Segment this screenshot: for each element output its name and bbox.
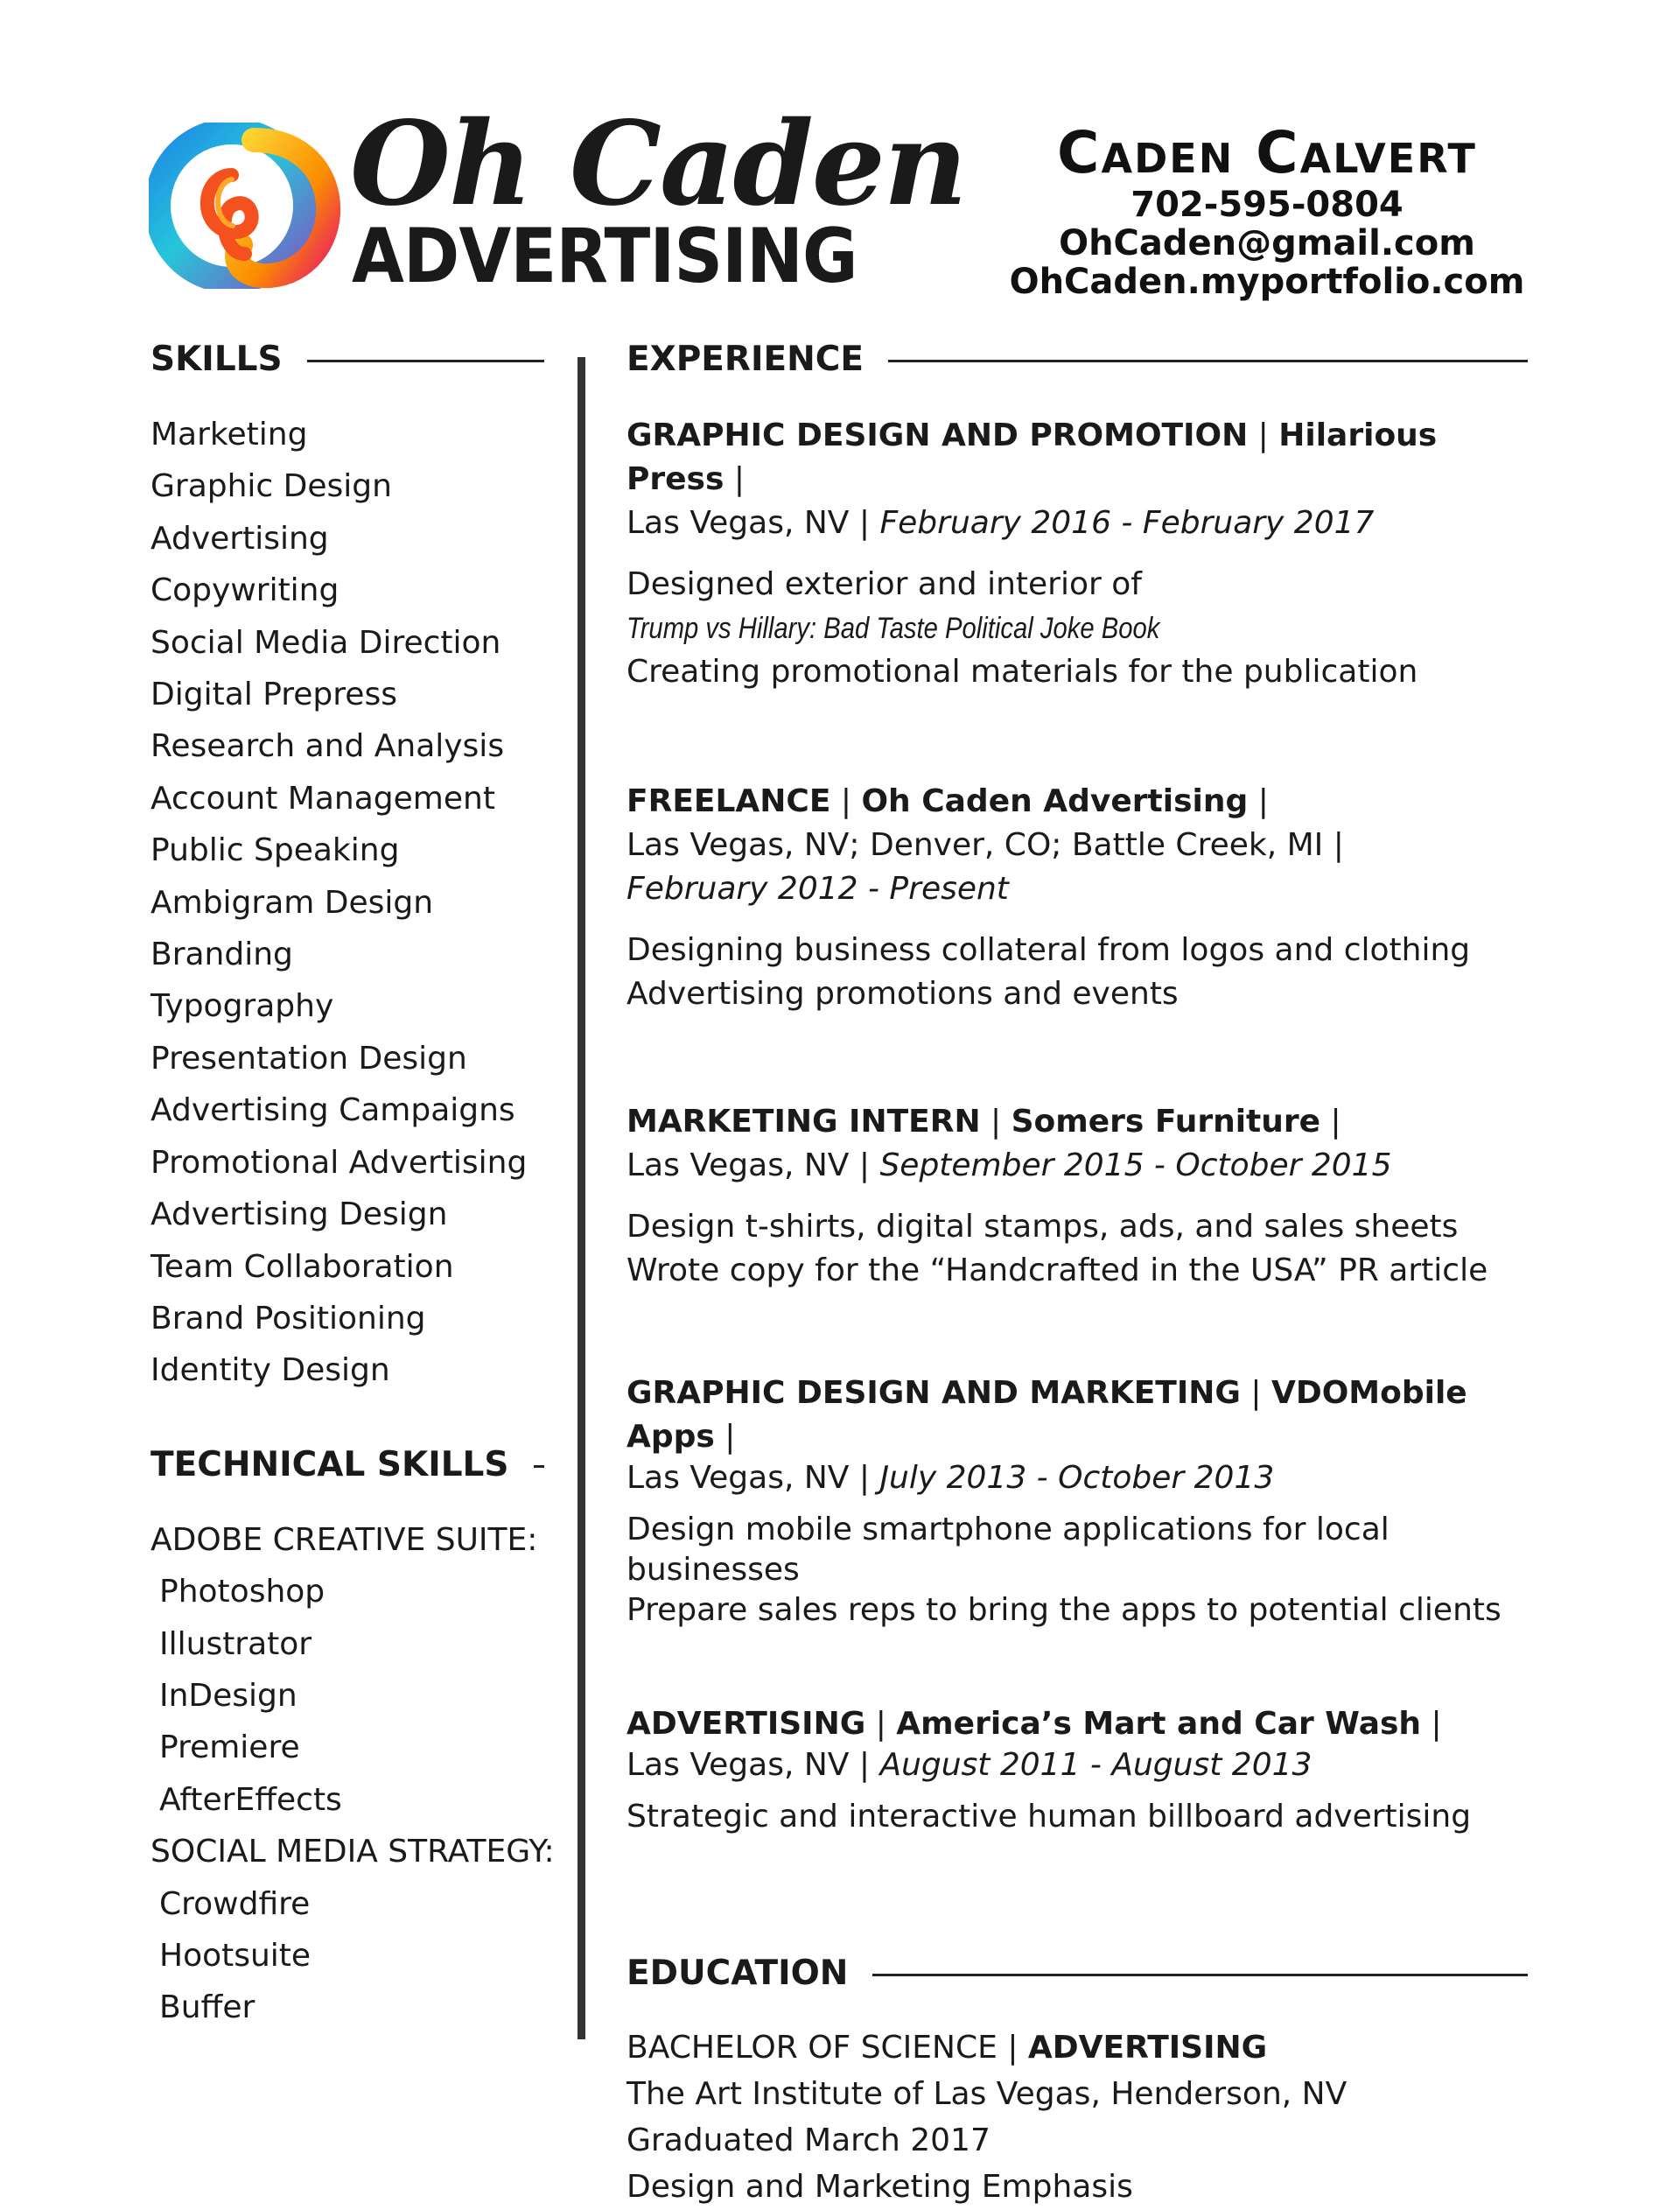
skill-item: Presentation Design xyxy=(150,1040,467,1077)
skills-heading xyxy=(150,337,544,386)
job-employer: Somers Furniture xyxy=(1011,1104,1321,1140)
job-title: GRAPHIC DESIGN AND PROMOTION xyxy=(626,417,1249,453)
skill-item: Team Collaboration xyxy=(150,1248,454,1285)
skill-item: Advertising Design xyxy=(150,1196,448,1233)
tech-item: Crowdfire xyxy=(159,1885,311,1922)
job-dates: September 2015 - October 2015 xyxy=(879,1147,1392,1183)
section-title: TECHNICAL SKILLS xyxy=(150,1442,534,1488)
section-title: EXPERIENCE xyxy=(626,337,888,382)
tech-group-label: ADOBE CREATIVE SUITE: xyxy=(150,1521,538,1558)
job-entry xyxy=(626,1372,1528,1631)
candidate-name: Caden Calvert xyxy=(1057,119,1477,186)
job-meta: Las Vegas, NV | February 2016 - February 2017 xyxy=(626,505,1375,541)
tech-item: InDesign xyxy=(159,1677,298,1714)
job-meta: Las Vegas, NV; Denver, CO; Battle Creek, MI | xyxy=(626,827,1344,863)
job-title: MARKETING INTERN xyxy=(626,1104,981,1140)
left-column xyxy=(150,337,555,2034)
job-dates: August 2011 - August 2013 xyxy=(879,1747,1312,1783)
job-employer: Hilarious Press xyxy=(626,417,1438,497)
column-divider xyxy=(578,357,585,2039)
tech-item: Photoshop xyxy=(159,1574,326,1610)
job-dates: February 2016 - February 2017 xyxy=(879,505,1375,541)
job-dates: July 2013 - October 2013 xyxy=(879,1460,1275,1496)
book-title: Trump vs Hillary: Bad Taste Political Joke Book xyxy=(626,612,1160,645)
job-desc-line: Design t-shirts, digital stamps, ads, and sales sheets xyxy=(626,1209,1459,1245)
phone-number: 702-595-0804 xyxy=(1130,185,1404,225)
skill-item: Graphic Design xyxy=(150,468,392,505)
logo-wordmark-caps: ADVERTISING xyxy=(352,213,858,300)
job-desc-line: Design mobile smartphone applications for local businesses xyxy=(626,1512,1390,1588)
job-description xyxy=(626,563,1528,694)
job-location: Las Vegas, NV; Denver, CO; Battle Creek, MI xyxy=(626,827,1324,863)
experience-heading xyxy=(626,337,1528,386)
job-entry xyxy=(626,780,1528,1016)
job-header: GRAPHIC DESIGN AND PROMOTION | Hilarious Press | xyxy=(626,417,1438,497)
job-meta: Las Vegas, NV | July 2013 - October 2013 xyxy=(626,1460,1275,1496)
job-employer: America’s Mart and Car Wash xyxy=(896,1706,1422,1742)
skill-item: Digital Prepress xyxy=(150,677,397,713)
job-location: Las Vegas, NV xyxy=(626,1147,850,1183)
tech-item: Premiere xyxy=(159,1729,300,1766)
tech-item: Illustrator xyxy=(159,1625,312,1662)
job-entry xyxy=(626,1100,1528,1293)
job-title: FREELANCE xyxy=(626,783,831,819)
job-title: ADVERTISING xyxy=(626,1706,866,1742)
job-location: Las Vegas, NV xyxy=(626,505,850,541)
section-title: EDUCATION xyxy=(626,1951,872,1996)
job-desc-line: Strategic and interactive human billboard advertising xyxy=(626,1799,1472,1835)
education-degree: BACHELOR OF SCIENCE | ADVERTISING xyxy=(626,2030,1268,2066)
job-employer: Oh Caden Advertising xyxy=(861,783,1249,819)
tech-group-label: SOCIAL MEDIA STRATEGY: xyxy=(150,1834,555,1870)
skill-item: Branding xyxy=(150,937,293,973)
portfolio-website: OhCaden.myportfolio.com xyxy=(1009,262,1525,302)
skill-item: Typography xyxy=(150,988,334,1025)
job-desc-line: Advertising promotions and events xyxy=(626,976,1179,1012)
skill-item: Account Management xyxy=(150,780,495,817)
skill-item: Brand Positioning xyxy=(150,1300,426,1337)
job-entry xyxy=(626,1702,1528,1837)
job-desc-line: Prepare sales reps to bring the apps to potential clients xyxy=(626,1592,1502,1628)
skill-item: Advertising Campaigns xyxy=(150,1092,515,1129)
job-desc-line: Creating promotional materials for the publication xyxy=(626,654,1418,690)
skill-item: Research and Analysis xyxy=(150,728,505,765)
job-location: Las Vegas, NV xyxy=(626,1747,850,1783)
job-title: GRAPHIC DESIGN AND MARKETING xyxy=(626,1375,1241,1411)
skill-item: Marketing xyxy=(150,417,308,453)
skill-item: Social Media Direction xyxy=(150,624,501,661)
skill-item: Promotional Advertising xyxy=(150,1144,528,1181)
job-description xyxy=(626,1205,1528,1293)
skill-item: Copywriting xyxy=(150,572,340,609)
job-description xyxy=(626,1797,1528,1837)
job-desc-line: Designing business collateral from logos and clothing xyxy=(626,932,1471,968)
job-location: Las Vegas, NV xyxy=(626,1460,850,1496)
email-address: OhCaden@gmail.com xyxy=(1059,223,1475,263)
job-header: ADVERTISING | America’s Mart and Car Wash | xyxy=(626,1706,1442,1742)
skill-item: Public Speaking xyxy=(150,832,400,869)
job-entry xyxy=(626,414,1528,694)
job-desc-line: Designed exterior and interior of xyxy=(626,566,1142,602)
education-school: The Art Institute of Las Vegas, Henderson, NV xyxy=(626,2076,1348,2112)
job-header: MARKETING INTERN | Somers Furniture | xyxy=(626,1104,1341,1140)
logo-swirl-icon xyxy=(149,123,350,289)
education-heading xyxy=(626,1951,1528,2000)
skills-list xyxy=(150,409,544,1397)
technical-skills-heading xyxy=(150,1442,544,1491)
job-description xyxy=(626,1510,1528,1631)
job-desc-line: Wrote copy for the “Handcrafted in the USA” PR article xyxy=(626,1252,1488,1288)
job-meta xyxy=(626,867,1528,911)
job-employer: VDOMobile Apps xyxy=(626,1375,1467,1455)
degree-type: BACHELOR OF SCIENCE xyxy=(626,2030,998,2066)
degree-major: ADVERTISING xyxy=(1027,2030,1268,2066)
education-details xyxy=(626,2024,1528,2210)
job-description xyxy=(626,929,1528,1016)
tech-item: Buffer xyxy=(159,1989,256,2026)
contact-block xyxy=(1004,121,1530,301)
job-dates: February 2012 - Present xyxy=(626,871,1009,907)
job-header: FREELANCE | Oh Caden Advertising | xyxy=(626,783,1269,819)
education-graduated: Graduated March 2017 xyxy=(626,2122,990,2158)
right-column xyxy=(626,337,1528,2210)
skill-item: Advertising xyxy=(150,520,329,557)
tech-item: AfterEffects xyxy=(159,1781,342,1818)
section-title: SKILLS xyxy=(150,337,307,382)
technical-skills-list xyxy=(150,1514,555,2034)
skill-item: Identity Design xyxy=(150,1352,390,1389)
skill-item: Ambigram Design xyxy=(150,884,434,921)
job-meta: Las Vegas, NV | September 2015 - October 2015 xyxy=(626,1147,1392,1183)
logo-wordmark-script: Oh Caden xyxy=(350,96,966,232)
job-meta: Las Vegas, NV | August 2011 - August 2013 xyxy=(626,1747,1312,1783)
job-header: GRAPHIC DESIGN AND MARKETING | VDOMobile Apps | xyxy=(626,1375,1467,1455)
tech-item: Hootsuite xyxy=(159,1937,312,1974)
education-emphasis: Design and Marketing Emphasis xyxy=(626,2169,1133,2205)
